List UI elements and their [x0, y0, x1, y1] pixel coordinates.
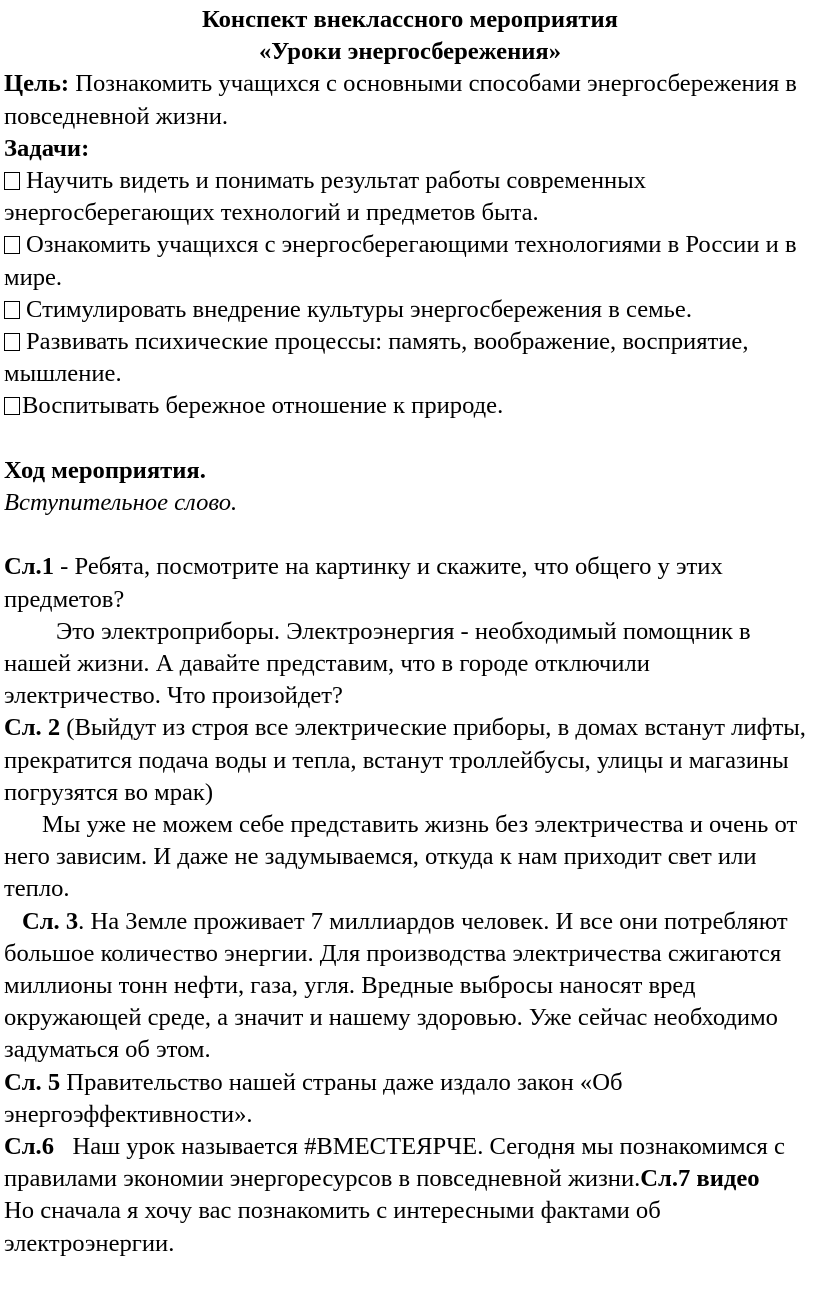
- task-item-text: Стимулировать внедрение культуры энергосбережения в семье.: [26, 295, 692, 323]
- checkbox-bullet-icon: [4, 236, 20, 254]
- slide-5-paragraph: [4, 1067, 808, 1131]
- slide-2-label: Сл. 2: [4, 714, 61, 742]
- intro-label: Вступительное слово.: [4, 489, 238, 517]
- slide-6-text: Наш урок называется #ВМЕСТЕЯРЧЕ. Сегодня мы познакомимся с правилами экономии энергоресурсов в повседневной жизни.: [4, 1133, 792, 1193]
- document-title-line-1: Конспект внеклассного мероприятия: [202, 6, 618, 33]
- slide-1-label: Сл.1: [4, 553, 55, 581]
- task-item-text: Ознакомить учащихся с энергосберегающими технологиями в России и в мире.: [4, 231, 797, 291]
- task-item-text: Воспитывать бережное отношение к природе.: [22, 392, 504, 420]
- slide-7-label: Сл.7 видео: [640, 1165, 760, 1193]
- task-item: [4, 390, 808, 422]
- slide-1-paragraph: [4, 551, 808, 615]
- slide-2-paragraph: [4, 712, 808, 809]
- task-item: [4, 326, 808, 390]
- blank-line: [4, 519, 808, 551]
- task-item: [4, 229, 808, 293]
- task-item: [4, 165, 808, 229]
- slide-1-answer: Это электроприборы. Электроэнергия - необходимый помощник в нашей жизни. А давайте представим, что в городе отключили электричество. Что произойдет?: [4, 617, 751, 710]
- slide-3-text: . На Земле проживает 7 миллиардов человек. И все они потребляют большое количество энергии. Для производства электричества сжигаются миллионы тонн нефти, газа, угля. Вредные выбросы наносят вред окружающей среде, а значит и нашему здоровью. Уже сейчас необходимо задуматься об этом.: [4, 907, 788, 1064]
- slide-5-text: Правительство нашей страны даже издало закон «Об энергоэффективности».: [4, 1068, 623, 1128]
- slide-6-label: Сл.6: [4, 1133, 55, 1161]
- slide-6-paragraph: [4, 1131, 808, 1195]
- closing-paragraph: Но сначала я хочу вас познакомить с интересными фактами об электроэнергии.: [4, 1197, 661, 1257]
- checkbox-bullet-icon: [4, 301, 20, 319]
- checkbox-bullet-icon: [4, 333, 20, 351]
- slide-5-label: Сл. 5: [4, 1068, 61, 1096]
- slide-1-text: - Ребята, посмотрите на картинку и скажите, что общего у этих предметов?: [4, 553, 723, 613]
- progress-heading: Ход мероприятия.: [4, 456, 206, 484]
- slide-3-paragraph: [4, 906, 808, 1067]
- slide-2-text: (Выйдут из строя все электрические приборы, в домах встанут лифты, прекратится подача воды и тепла, встанут троллейбусы, улицы и магазины погрузятся во мрак): [4, 714, 806, 806]
- task-item-text: Развивать психические процессы: память, воображение, восприятие, мышление.: [4, 328, 749, 388]
- document-title-line-2: «Уроки энергосбережения»: [258, 38, 562, 66]
- checkbox-bullet-icon: [4, 397, 20, 415]
- goal-paragraph: [4, 68, 808, 132]
- task-item: [4, 294, 808, 326]
- slide-3-label: Сл. 3: [22, 907, 79, 935]
- task-item-text: Научить видеть и понимать результат работы современных энергосберегающих технологий и предметов быта.: [4, 167, 647, 227]
- blank-line: [4, 423, 808, 455]
- checkbox-bullet-icon: [4, 172, 20, 190]
- tasks-heading: Задачи:: [4, 134, 90, 162]
- goal-label: Цель:: [4, 70, 70, 98]
- slide-2-after: Мы уже не можем себе представить жизнь без электричества и очень от него зависим. И даже не задумываемся, откуда к нам приходит свет или тепло.: [4, 811, 798, 903]
- goal-text: Познакомить учащихся с основными способами энергосбережения в повседневной жизни.: [4, 70, 797, 130]
